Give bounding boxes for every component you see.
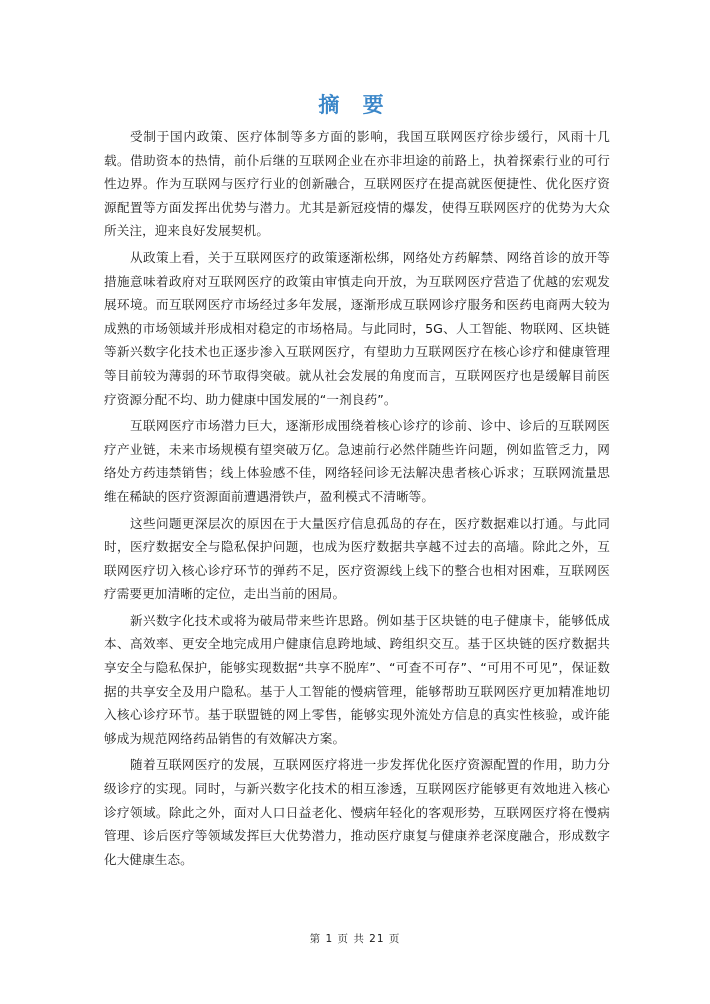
page-number-footer: 第 1 页 共 21 页	[309, 933, 401, 945]
paragraph-4: 这些问题更深层次的原因在于大量医疗信息孤岛的存在，医疗数据难以打通。与此同时，医疗数据安全与隐私保护问题，也成为医疗数据共享越不过去的高墙。除此之外，互联网医疗切入核心诊疗环节的弹药不足，医疗资源线上线下的整合也相对困难，互联网医疗需要更加清晰的定位，走出当前的困局。	[104, 515, 610, 602]
paragraph-2: 从政策上看，关于互联网医疗的政策逐渐松绑，网络处方药解禁、网络首诊的放开等措施意味着政府对互联网医疗的政策由审慎走向开放，为互联网医疗营造了优越的宏观发展环境。而互联网医疗市场经过多年发展，逐渐形成互联网诊疗服务和医药电商两大较为成熟的市场领域并形成相对稳定的市场格局。与此同时，5G、人工智能、物联网、区块链等新兴数字化技术也正逐步渗入互联网医疗，有望助力互联网医疗在核心诊疗和健康管理等目前较为薄弱的环节取得突破。就从社会发展的角度而言，互联网医疗也是缓解目前医疗资源分配不均、助力健康中国发展的“一剂良药”。	[104, 249, 610, 407]
page-title: 摘 要	[318, 93, 392, 117]
paragraph-3: 互联网医疗市场潜力巨大，逐渐形成围绕着核心诊疗的诊前、诊中、诊后的互联网医疗产业链，未来市场规模有望突破万亿。急速前行必然伴随些许问题，例如监管乏力，网络处方药违禁销售；线上体验感不佳，网络轻问诊无法解决患者核心诉求；互联网流量思维在稀缺的医疗资源面前遭遇滑铁卢，盈利模式不清晰等。	[104, 418, 610, 504]
abstract-body	[104, 125, 610, 874]
paragraph-5: 新兴数字化技术或将为破局带来些许思路。例如基于区块链的电子健康卡，能够低成本、高效率、更安全地完成用户健康信息跨地域、跨组织交互。基于区块链的医疗数据共享安全与隐私保护，能够实现数据“共享不脱库”、“可查不可存”、“可用不可见”，保证数据的共享安全及用户隐私。基于人工智能的慢病管理，能够帮助互联网医疗更加精准地切入核心诊疗环节。基于联盟链的网上零售，能够实现外流处方信息的真实性核验，或许能够成为规范网络药品销售的有效解决方案。	[104, 612, 610, 746]
paragraph-6: 随着互联网医疗的发展，互联网医疗将进一步发挥优化医疗资源配置的作用，助力分级诊疗的实现。同时，与新兴数字化技术的相互渗透，互联网医疗能够更有效地进入核心诊疗领域。除此之外，面对人口日益老化、慢病年轻化的客观形势，互联网医疗将在慢病管理、诊后医疗等领域发挥巨大优势潜力，推动医疗康复与健康养老深度融合，形成数字化大健康生态。	[104, 757, 610, 867]
paragraph-1: 受制于国内政策、医疗体制等多方面的影响，我国互联网医疗徐步缓行，风雨十几载。借助资本的热情，前仆后继的互联网企业在亦非坦途的前路上，执着探索行业的可行性边界。作为互联网与医疗行业的创新融合，互联网医疗在提高就医便捷性、优化医疗资源配置等方面发挥出优势与潜力。尤其是新冠疫情的爆发，使得互联网医疗的优势为大众所关注，迎来良好发展契机。	[104, 129, 610, 239]
